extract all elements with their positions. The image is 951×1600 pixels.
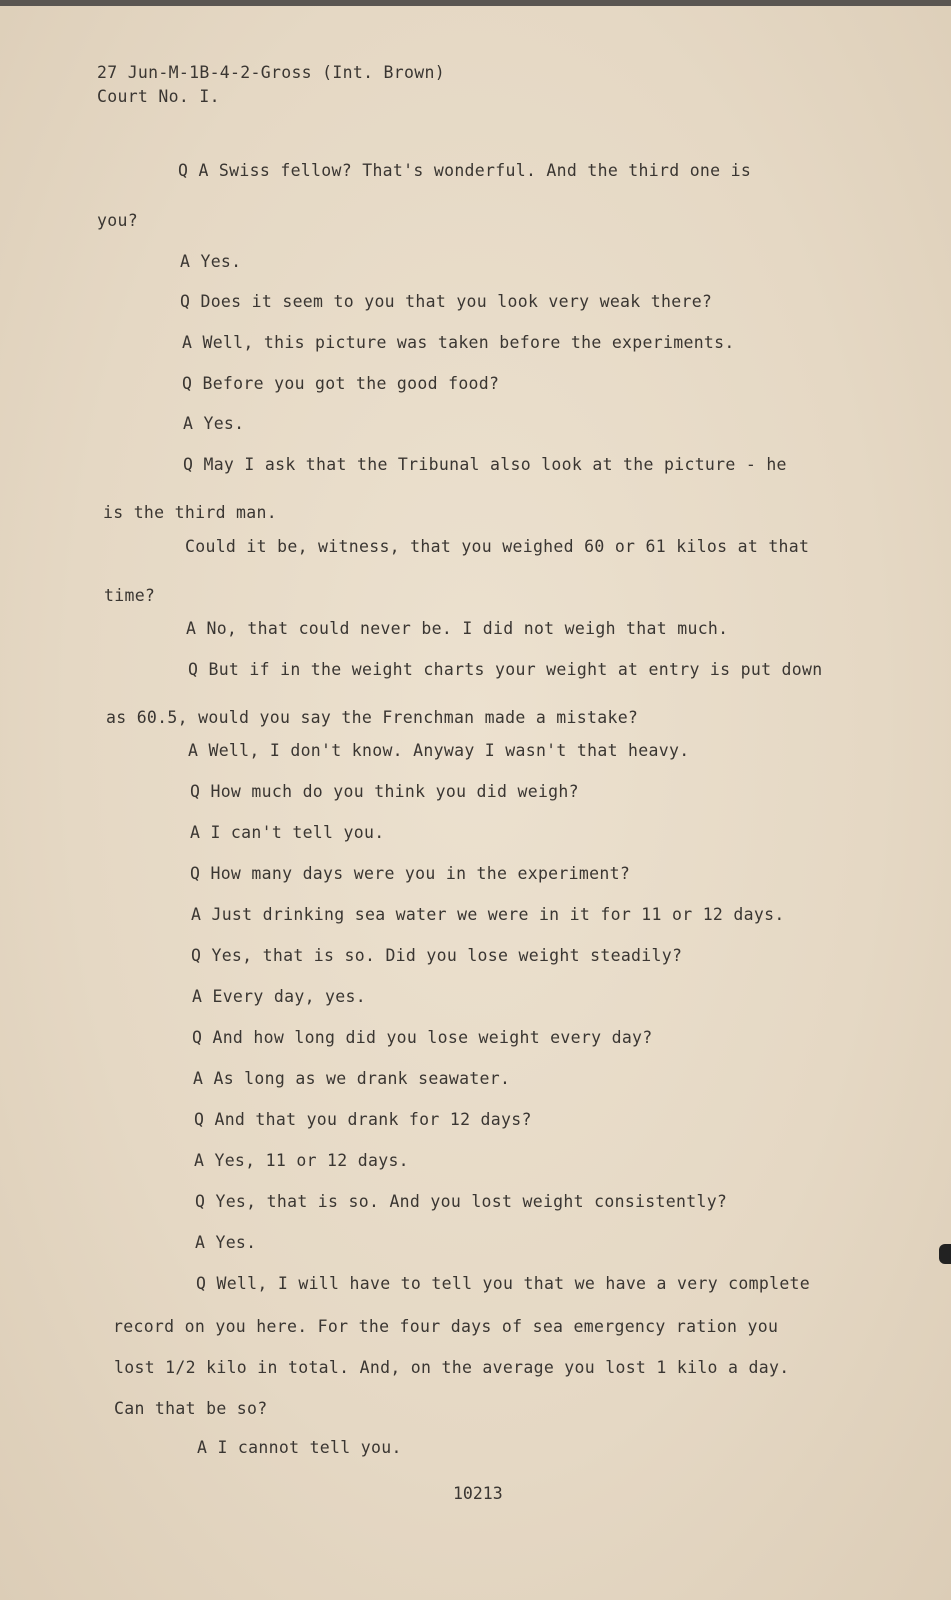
transcript-line: Could it be, witness, that you weighed 60 or 61 kilos at that <box>185 537 810 556</box>
transcript-line: Q And how long did you lose weight every day? <box>192 1028 653 1047</box>
transcript-line: as 60.5, would you say the Frenchman made a mistake? <box>106 708 639 727</box>
transcript-line: Q Does it seem to you that you look very weak there? <box>180 292 713 311</box>
transcript-line: A Yes. <box>180 252 242 271</box>
transcript-line: you? <box>97 211 138 230</box>
transcript-line: Q May I ask that the Tribunal also look at the picture - he <box>183 455 787 474</box>
transcript-line: Q How many days were you in the experiment? <box>190 864 631 883</box>
transcript-line: A I can't tell you. <box>190 823 385 842</box>
binding-hole-mark <box>939 1244 951 1264</box>
transcript-line: A Yes. <box>183 414 245 433</box>
header-court-number: Court No. I. <box>97 87 220 106</box>
transcript-line: Q Yes, that is so. And you lost weight consistently? <box>195 1192 728 1211</box>
scan-top-edge <box>0 0 951 6</box>
header-case-reference: 27 Jun-M-1B-4-2-Gross (Int. Brown) <box>97 63 445 82</box>
transcript-line: Q A Swiss fellow? That's wonderful. And the third one is <box>178 161 752 180</box>
transcript-line: A No, that could never be. I did not weigh that much. <box>186 619 729 638</box>
transcript-line: record on you here. For the four days of sea emergency ration you <box>113 1317 779 1336</box>
transcript-line: Q And that you drank for 12 days? <box>194 1110 532 1129</box>
page-number: 10213 <box>453 1484 503 1503</box>
transcript-line: Q Well, I will have to tell you that we have a very complete <box>196 1274 811 1293</box>
transcript-line: Q Yes, that is so. Did you lose weight steadily? <box>191 946 683 965</box>
transcript-line: Q But if in the weight charts your weight at entry is put down <box>188 660 823 679</box>
transcript-line: A Well, I don't know. Anyway I wasn't that heavy. <box>188 741 690 760</box>
transcript-line: A Yes, 11 or 12 days. <box>194 1151 409 1170</box>
transcript-line: A Every day, yes. <box>192 987 366 1006</box>
transcript-line: A I cannot tell you. <box>197 1438 402 1457</box>
transcript-line: Q How much do you think you did weigh? <box>190 782 579 801</box>
transcript-line: A As long as we drank seawater. <box>193 1069 511 1088</box>
transcript-line: time? <box>104 586 156 605</box>
transcript-line: Can that be so? <box>114 1399 268 1418</box>
transcript-line: A Yes. <box>195 1233 257 1252</box>
transcript-line: lost 1/2 kilo in total. And, on the average you lost 1 kilo a day. <box>114 1358 790 1377</box>
transcript-line: A Just drinking sea water we were in it for 11 or 12 days. <box>191 905 785 924</box>
transcript-line: is the third man. <box>103 503 277 522</box>
transcript-line: Q Before you got the good food? <box>182 374 500 393</box>
transcript-line: A Well, this picture was taken before the experiments. <box>182 333 735 352</box>
